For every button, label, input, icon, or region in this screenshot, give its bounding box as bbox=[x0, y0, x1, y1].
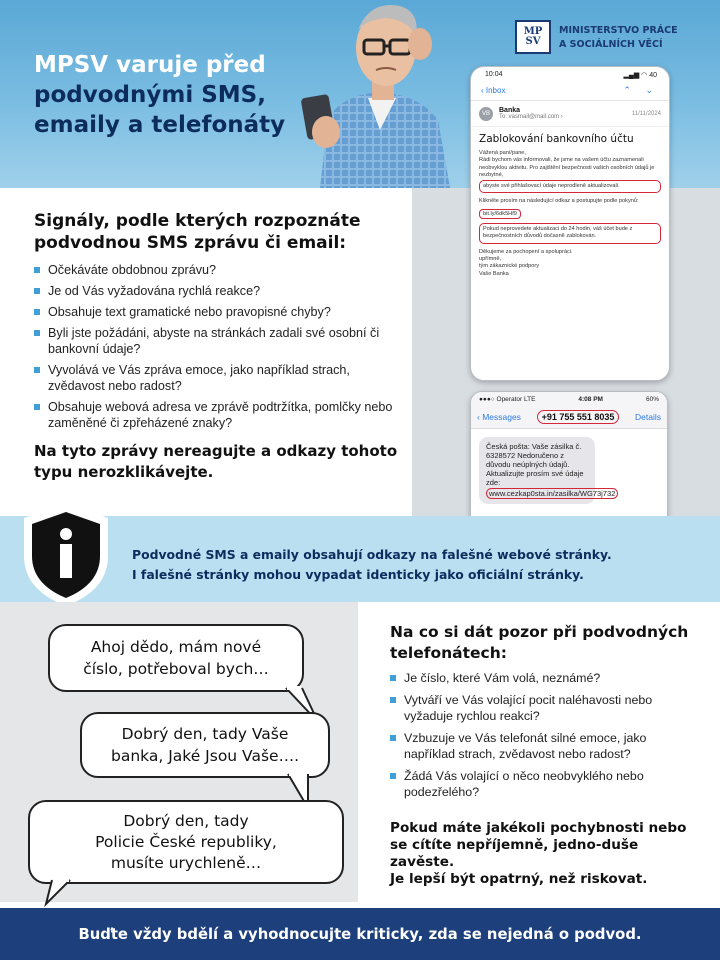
list-item: Vzbuzuje ve Vás telefonát silné emoce, jako například strach, zvědavost nebo radost? bbox=[390, 730, 690, 762]
avatar: VB bbox=[479, 107, 493, 121]
bubble-tail bbox=[40, 878, 80, 908]
calls-title: Na co si dát pozor při podvodných telefonátech: bbox=[390, 623, 689, 662]
calls-list bbox=[390, 670, 690, 806]
status-bar bbox=[471, 67, 669, 81]
highlighted-threat: Pokud neprovedete aktualizaci do 24 hodin, váš účet bude z bezpečnostních důvodů dočasně zablokován. bbox=[479, 223, 661, 244]
sms-bubble bbox=[479, 437, 616, 504]
speech-bubble-grandpa: Ahoj dědo, mám nové číslo, potřeboval bych… bbox=[48, 624, 304, 692]
mail-greeting: Vážená paní/pane, bbox=[479, 150, 526, 156]
carrier-text: ●●●○ Operator LTE bbox=[479, 396, 536, 403]
speech-bubble-police: Dobrý den, tady Policie České republiky, musíte urychleně… bbox=[28, 800, 344, 884]
mail-body bbox=[471, 150, 669, 278]
suspicious-link[interactable]: bit.ly/6dk5Hf9 bbox=[479, 209, 521, 219]
list-item: Je číslo, které Vám volá, neznámé? bbox=[390, 670, 690, 686]
sms-nav-bar bbox=[471, 405, 667, 429]
details-link[interactable]: Details bbox=[635, 411, 661, 422]
mail-closing: tým zákaznické podpory bbox=[479, 263, 540, 270]
status-time: 10:04 bbox=[485, 71, 503, 78]
calls-advice: Pokud máte jakékoli pochybnosti nebo se cítíte nepříjemně, jedno-duše zavěste. Je lepší být opatrný, než riskovat. bbox=[390, 820, 687, 887]
ministry-logo bbox=[515, 20, 678, 54]
title-line-1: MPSV varuje před bbox=[34, 52, 266, 78]
list-item: Obsahuje webová adresa ve zprávě podtržítka, pomlčky nebo zaměněné či zpřeházené znaky? bbox=[34, 399, 394, 431]
signals-title: Signály, podle kterých rozpoznáte podvodnou SMS zprávu či email: bbox=[34, 211, 361, 253]
sms-phone-mockup bbox=[470, 391, 668, 536]
mail-subject: Zablokování bankovního účtu bbox=[479, 133, 634, 145]
list-item: Očekáváte obdobnou zprávu? bbox=[34, 262, 394, 278]
mail-paragraph: Rádi bychom vás informovali, že jsme na vašem účtu zaznamenali neobvyklou aktivitu. Pro zajištění bezpečnosti vašich osobních údajů je nezbytné, bbox=[479, 157, 655, 178]
list-item: Vytváří ve Vás volající pocit naléhavosti nebo vyžaduje rychlou reakci? bbox=[390, 692, 690, 724]
footer-banner bbox=[0, 908, 720, 960]
battery-text: 60% bbox=[645, 396, 659, 403]
title-line-3: emaily a telefonáty bbox=[34, 112, 286, 138]
shield-info-icon bbox=[18, 500, 114, 610]
status-time: 4:08 PM bbox=[578, 396, 603, 403]
info-band-text: Podvodné SMS a emaily obsahují odkazy na falešné webové stránky. I falešné stránky mohou vypadat identicky jako oficiální stránky. bbox=[132, 547, 612, 582]
inbox-back-link[interactable]: ‹ Inbox bbox=[481, 86, 506, 95]
messages-back-link[interactable]: ‹ Messages bbox=[477, 411, 521, 422]
mail-arrows-icon[interactable]: ⌃ ⌄ bbox=[623, 85, 659, 95]
mpsv-logo-mark: MP SV bbox=[515, 20, 551, 54]
ministry-name: MINISTERSTVO PRÁCE A SOCIÁLNÍCH VĚCÍ bbox=[559, 25, 678, 50]
list-item: Byli jste požádáni, abyste na stránkách zadali své osobní či bankovní údaje? bbox=[34, 325, 394, 357]
footer-text: Buďte vždy bdělí a vyhodnocujte kriticky, zda se nejedná o podvod. bbox=[78, 925, 642, 943]
mail-sender-row bbox=[471, 101, 669, 127]
mail-paragraph: Klikněte prosím na následující odkaz a postupujte podle pokynů: bbox=[479, 198, 639, 205]
mail-closing: upřímně, bbox=[479, 255, 502, 262]
mail-date: 11/11/2024 bbox=[631, 110, 661, 117]
mail-nav-bar bbox=[471, 81, 669, 101]
signals-warning: Na tyto zprávy nereagujte a odkazy tohoto typu nerozklikávejte. bbox=[34, 442, 398, 481]
title-line-2: podvodnými SMS, bbox=[34, 82, 266, 108]
email-phone-mockup bbox=[470, 66, 670, 381]
page-title bbox=[34, 50, 285, 140]
signals-list bbox=[34, 262, 394, 436]
mail-closing: Děkujeme za pochopení a spolupráci. bbox=[479, 248, 573, 255]
status-icons: ▂▄▆ ◠ 40 bbox=[623, 72, 657, 79]
list-item: Obsahuje text gramatické nebo pravopisné chyby? bbox=[34, 304, 394, 320]
recipient-address: To: vasmail@mail.com › bbox=[499, 114, 563, 120]
speech-bubble-bank: Dobrý den, tady Vaše banka, Jaké Jsou Vaše…. bbox=[80, 712, 330, 778]
sms-text: Česká pošta: Vaše zásilka č. 6328572 Nedoručeno z důvodu neúplných údajů. Aktualizujte prosím své údaje zde: bbox=[486, 442, 584, 487]
status-bar bbox=[471, 392, 667, 405]
list-item: Je od Vás vyžadována rychlá reakce? bbox=[34, 283, 394, 299]
sender-name: Banka bbox=[499, 107, 521, 114]
highlighted-request: abyste své přihlašovací údaje neprodleně aktualizovali. bbox=[479, 180, 661, 193]
list-item: Žádá Vás volající o něco neobvyklého nebo podezřelého? bbox=[390, 768, 690, 800]
mail-signature: Vaše Banka bbox=[479, 270, 509, 277]
sender-number: +91 755 551 8035 bbox=[537, 410, 620, 424]
suspicious-link[interactable]: www.cezkap0sta.in/zasilka/WG73j732 bbox=[486, 488, 618, 499]
list-item: Vyvolává ve Vás zpráva emoce, jako například strach, zvědavost nebo radost? bbox=[34, 362, 394, 394]
man-with-phone-photo bbox=[300, 0, 470, 188]
